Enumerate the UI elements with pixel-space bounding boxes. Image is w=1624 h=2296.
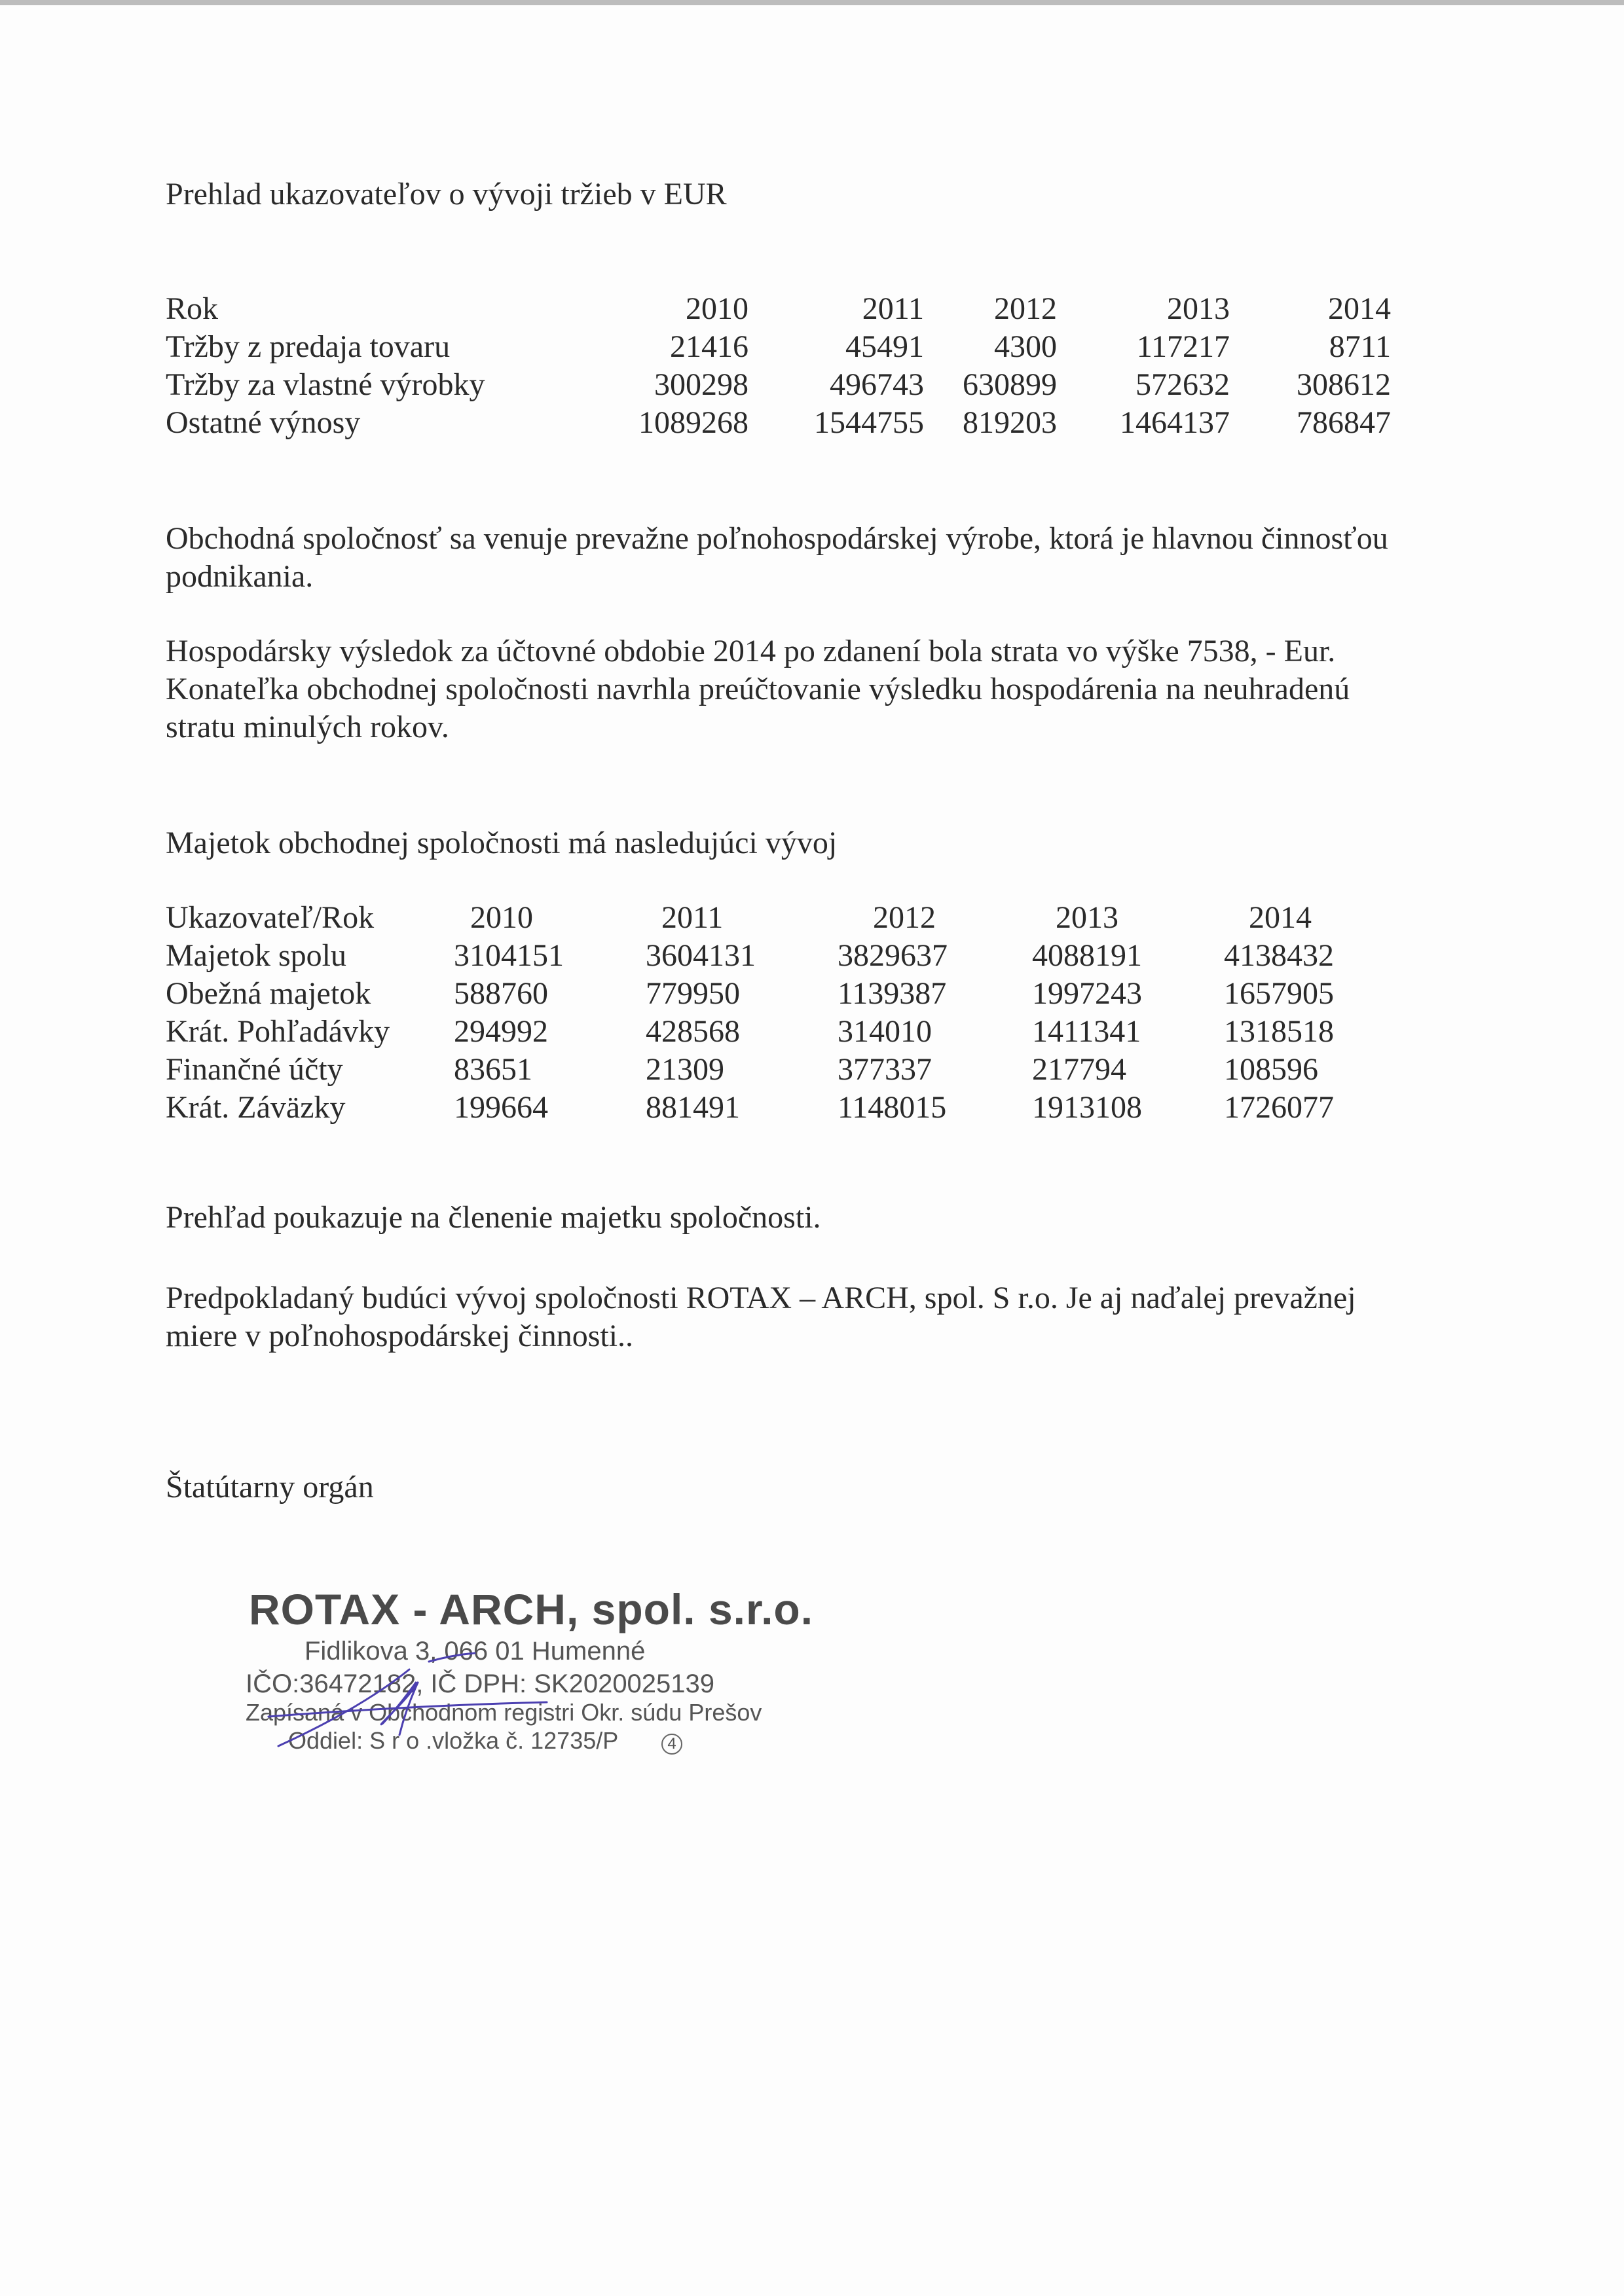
assets-cell: 294992 [454, 1014, 548, 1049]
assets-cell: 1913108 [1032, 1090, 1142, 1125]
sales-cell: 572632 [1135, 367, 1230, 402]
signatory-label: Štatútarny orgán [166, 1470, 374, 1504]
assets-cell: 1318518 [1224, 1014, 1334, 1049]
sales-row-label: Ostatné výnosy [166, 405, 361, 440]
document-title: Prehlad ukazovateľov o vývoji tržieb v EUR [166, 177, 727, 211]
sales-row-label: Tržby z predaja tovaru [166, 329, 451, 364]
sales-year: 2011 [862, 291, 924, 326]
assets-cell: 1726077 [1224, 1090, 1334, 1125]
sales-year: 2014 [1328, 291, 1391, 326]
assets-cell: 108596 [1224, 1052, 1318, 1087]
scan-border [0, 0, 1624, 5]
stamp-ids: IČO:36472182, IČ DPH: SK2020025139 [246, 1669, 715, 1698]
assets-year: 2013 [1056, 900, 1118, 935]
assets-cell: 4138432 [1224, 938, 1334, 973]
sales-cell: 786847 [1297, 405, 1391, 440]
assets-cell: 4088191 [1032, 938, 1142, 973]
handwritten-signature [242, 1571, 714, 1768]
sales-header-label: Rok [166, 291, 219, 326]
stamp-company-name: ROTAX - ARCH, spol. s.r.o. [249, 1585, 814, 1633]
assets-row-label: Krát. Pohľadávky [166, 1014, 390, 1049]
paragraph-result: Konateľka obchodnej spoločnosti navrhla preúčtovanie výsledku hospodárenia na neuhradenú [166, 672, 1350, 706]
sales-year: 2012 [994, 291, 1057, 326]
assets-row-label: Finančné účty [166, 1052, 343, 1087]
assets-cell: 1139387 [838, 976, 947, 1011]
assets-cell: 779950 [646, 976, 740, 1011]
assets-cell: 1148015 [838, 1090, 947, 1125]
sales-cell: 117217 [1136, 329, 1230, 364]
assets-year: 2014 [1249, 900, 1312, 935]
assets-cell: 1997243 [1032, 976, 1142, 1011]
assets-cell: 21309 [646, 1052, 724, 1087]
stamp-address: Fidlikova 3, 066 01 Humenné [304, 1637, 646, 1666]
assets-row-label: Krát. Záväzky [166, 1090, 346, 1125]
assets-row-label: Majetok spolu [166, 938, 346, 973]
sales-cell: 1089268 [638, 405, 748, 440]
sales-cell: 630899 [963, 367, 1057, 402]
sales-year: 2013 [1167, 291, 1230, 326]
sales-cell: 1464137 [1120, 405, 1230, 440]
sales-row-label: Tržby za vlastné výrobky [166, 367, 485, 402]
assets-cell: 1411341 [1032, 1014, 1141, 1049]
sales-cell: 496743 [830, 367, 924, 402]
assets-cell: 588760 [454, 976, 548, 1011]
sales-cell: 308612 [1297, 367, 1391, 402]
sales-cell: 21416 [670, 329, 748, 364]
paragraph-outlook: Predpokladaný budúci vývoj spoločnosti ROTAX – ARCH, spol. S r.o. Je aj naďalej prevažnej [166, 1281, 1356, 1315]
assets-cell: 881491 [646, 1090, 740, 1125]
assets-cell: 377337 [838, 1052, 932, 1087]
assets-year: 2012 [873, 900, 936, 935]
stamp-section: Oddiel: S r o .vložka č. 12735/P [288, 1727, 619, 1754]
sales-cell: 300298 [654, 367, 748, 402]
paragraph-overview: Prehľad poukazuje na členenie majetku spoločnosti. [166, 1200, 821, 1235]
sales-cell: 1544755 [814, 405, 924, 440]
assets-cell: 428568 [646, 1014, 740, 1049]
paragraph-result: stratu minulých rokov. [166, 710, 449, 744]
assets-header-label: Ukazovateľ/Rok [166, 900, 375, 935]
paragraph-result: Hospodársky výsledok za účtovné obdobie 2014 po zdanení bola strata vo výške 7538, - Eur. [166, 634, 1336, 668]
assets-year: 2010 [470, 900, 533, 935]
assets-cell: 3604131 [646, 938, 756, 973]
sales-cell: 8711 [1329, 329, 1391, 364]
sales-year: 2010 [686, 291, 748, 326]
paragraph-activity: Obchodná spoločnosť sa venuje prevažne poľnohospodárskej výrobe, ktorá je hlavnou činnosťou [166, 521, 1388, 556]
assets-year: 2011 [661, 900, 724, 935]
paragraph-outlook: miere v poľnohospodárskej činnosti.. [166, 1319, 634, 1353]
sales-cell: 45491 [845, 329, 924, 364]
assets-cell: 83651 [454, 1052, 532, 1087]
assets-cell: 1657905 [1224, 976, 1334, 1011]
assets-cell: 199664 [454, 1090, 548, 1125]
assets-cell: 3104151 [454, 938, 564, 973]
assets-cell: 217794 [1032, 1052, 1126, 1087]
assets-heading: Majetok obchodnej spoločnosti má nasledujúci vývoj [166, 826, 838, 860]
assets-cell: 314010 [838, 1014, 932, 1049]
paragraph-activity: podnikania. [166, 559, 314, 594]
stamp-number: 4 [661, 1734, 682, 1755]
assets-row-label: Obežná majetok [166, 976, 371, 1011]
assets-cell: 3829637 [838, 938, 948, 973]
sales-cell: 4300 [994, 329, 1057, 364]
stamp-registry: Zapísaná v Obchodnom registri Okr. súdu Prešov [246, 1699, 762, 1726]
sales-cell: 819203 [963, 405, 1057, 440]
